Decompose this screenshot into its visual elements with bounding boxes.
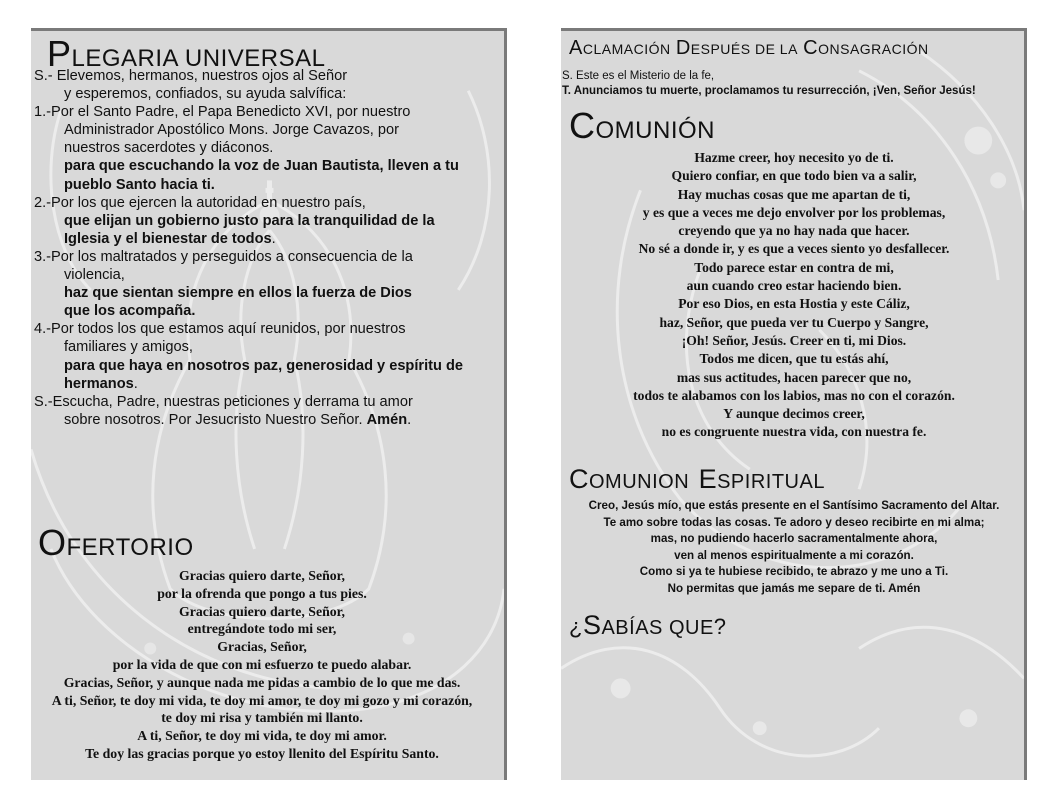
title-initial: A	[569, 37, 583, 59]
petition-response: hermanos	[64, 375, 134, 392]
comunion-line: ¡Oh! Señor, Jesús. Creer en ti, mi Dios.	[681, 332, 907, 348]
closing-line: S.-Escucha, Padre, nuestras peticiones y derrama tu amor	[34, 393, 413, 410]
ofertorio-line: A ti, Señor, te doy mi vida, te doy mi amor.	[137, 728, 387, 744]
petition-response: para que escuchando la voz de Juan Bautista, lleven a tu	[64, 158, 459, 175]
ofertorio-line: Te doy las gracias porque yo estoy llenito del Espíritu Santo.	[85, 745, 439, 761]
sabias-que-title	[569, 605, 727, 642]
title-initial: C	[569, 105, 596, 146]
ofertorio-line: Gracias, Señor,	[217, 639, 307, 655]
petition-line: Administrador Apostólico Mons. Jorge Cavazos, por	[64, 122, 400, 139]
ofertorio-text	[31, 567, 507, 763]
aclamacion-t-line: T. Anunciamos tu muerte, proclamamos tu resurrección, ¡Ven, Señor Jesús!	[562, 85, 976, 97]
comunion-line: creyendo que ya no hay nada que hacer.	[678, 223, 910, 239]
amen: Amén	[366, 411, 408, 428]
petition-line: violencia,	[64, 267, 125, 284]
petition-line: familiares y amigos,	[64, 339, 193, 356]
petition-response: para que haya en nosotros paz, generosidad y espíritu de	[64, 357, 463, 374]
ofertorio-line: Gracias quiero darte, Señor,	[179, 603, 345, 619]
title-rest: OMUNION	[589, 471, 690, 493]
title-initial: P	[47, 33, 72, 74]
ofertorio-line: Gracias quiero darte, Señor,	[179, 568, 345, 583]
question-close: ?	[713, 614, 727, 639]
ofertorio-line: te doy mi risa y también mi llanto.	[161, 710, 363, 726]
petition-response: que los acompaña.	[64, 303, 196, 320]
petition-line: 4.-Por todos los que estamos aquí reunidos, por nuestros	[34, 321, 406, 338]
ofertorio-line: por la vida de que con mi esfuerzo te puedo alabar.	[112, 656, 412, 672]
right-panel	[561, 28, 1027, 780]
comunion-line: y es que a veces me dejo envolver por los problemas,	[642, 204, 946, 220]
comunion-line: Por eso Dios, en esta Hostia y este Cáliz,	[678, 296, 910, 312]
comunion-line: aun cuando creo estar haciendo bien.	[686, 278, 902, 294]
title-initial: D	[675, 37, 691, 59]
punctuation: .	[271, 230, 276, 247]
comunion-espiritual-line: No permitas que jamás me separe de ti. Amén	[667, 581, 921, 595]
comunion-espiritual-line: ven al menos espiritualmente a mi corazón.	[674, 548, 914, 562]
ofertorio-line: por la ofrenda que pongo a tus pies.	[157, 585, 367, 601]
title-rest: ESPUÉS DE LA	[690, 41, 798, 57]
comunion-text	[561, 149, 1027, 442]
title-rest: CLAMACIÓN	[582, 41, 671, 57]
ofertorio-title	[38, 522, 194, 564]
comunion-line: no es congruente nuestra vida, con nuestra fe.	[661, 424, 927, 440]
title-rest: FERTORIO	[66, 534, 194, 561]
comunion-line: No sé a donde ir, y es que a veces siento yo desfallecer.	[638, 241, 950, 257]
comunion-line: Todo parece estar en contra de mi,	[694, 259, 894, 275]
title-initial: C	[803, 37, 819, 59]
plegaria-text	[34, 67, 506, 429]
left-panel	[31, 28, 507, 780]
title-initial: E	[698, 464, 718, 494]
question-open: ¿	[569, 614, 583, 639]
petition-response: haz que sientan siempre en ellos la fuerza de Dios	[64, 285, 412, 302]
petition-line: 3.-Por los maltratados y perseguidos a consecuencia de la	[34, 248, 413, 265]
punctuation: .	[133, 375, 138, 392]
comunion-line: Hay muchas cosas que me apartan de ti,	[677, 186, 911, 202]
petition-line: 2.-Por los que ejercen la autoridad en nuestro país,	[34, 194, 366, 211]
comunion-espiritual-line: Te amo sobre todas las cosas. Te adoro y deseo recibirte en mi alma;	[603, 515, 985, 529]
intro-line: y esperemos, confiados, su ayuda salvífica:	[64, 86, 347, 103]
title-rest: OMUNIÓN	[595, 117, 715, 144]
petition-line: nuestros sacerdotes y diáconos.	[64, 140, 274, 157]
title-rest: LEGARIA UNIVERSAL	[71, 45, 326, 72]
title-initial: S	[582, 610, 602, 640]
petition-response: que elijan un gobierno justo para la tranquilidad de la	[64, 212, 435, 229]
aclamacion-text	[562, 69, 1027, 99]
punctuation: .	[407, 411, 412, 428]
title-initial: O	[38, 522, 67, 563]
aclamacion-s-line: S. Este es el Misterio de la fe,	[562, 70, 715, 82]
comunion-line: Todos me dicen, que tu estás ahí,	[699, 351, 889, 367]
ofertorio-line: Gracias, Señor, y aunque nada me pidas a cambio de lo que me das.	[63, 674, 461, 690]
ofertorio-line: entregándote todo mi ser,	[187, 621, 337, 637]
comunion-line: Hazme creer, hoy necesito yo de ti.	[694, 150, 894, 165]
petition-line: 1.-Por el Santo Padre, el Papa Benedicto XVI, por nuestro	[34, 104, 411, 121]
comunion-line: Quiero confiar, en que todo bien va a salir,	[671, 168, 917, 184]
petition-response: Iglesia y el bienestar de todos	[64, 230, 272, 247]
comunion-espiritual-line: Creo, Jesús mío, que estás presente en el Santísimo Sacramento del Altar.	[588, 499, 1000, 512]
comunion-espiritual-line: Como si ya te hubiese recibido, te abrazo y me uno a Ti.	[639, 565, 949, 579]
title-initial: C	[569, 464, 589, 494]
comunion-line: mas sus actitudes, hacen parecer que no,	[676, 369, 912, 385]
comunion-espiritual-text	[561, 498, 1027, 598]
ofertorio-line: A ti, Señor, te doy mi vida, te doy mi amor, te doy mi gozo y mi corazón,	[51, 692, 473, 708]
comunion-line: Y aunque decimos creer,	[723, 406, 865, 422]
comunion-title	[569, 105, 715, 147]
intro-line: S.- Elevemos, hermanos, nuestros ojos al Señor	[34, 68, 348, 84]
title-rest: SPIRITUAL	[717, 471, 825, 493]
comunion-espiritual-line: mas, no pudiendo hacerlo sacramentalmente ahora,	[650, 532, 938, 546]
title-rest: ABÍAS QUE	[601, 617, 714, 639]
closing-line: sobre nosotros. Por Jesucristo Nuestro Señor.	[64, 411, 367, 428]
comunion-line: haz, Señor, que pueda ver tu Cuerpo y Sangre,	[659, 314, 929, 330]
comunion-line: todos te alabamos con los labios, mas no con el corazón.	[633, 387, 955, 403]
aclamacion-title	[569, 37, 929, 60]
title-rest: ONSAGRACIÓN	[818, 41, 929, 57]
comunion-espiritual-title	[569, 459, 825, 496]
petition-response: pueblo Santo hacia ti.	[64, 176, 215, 193]
